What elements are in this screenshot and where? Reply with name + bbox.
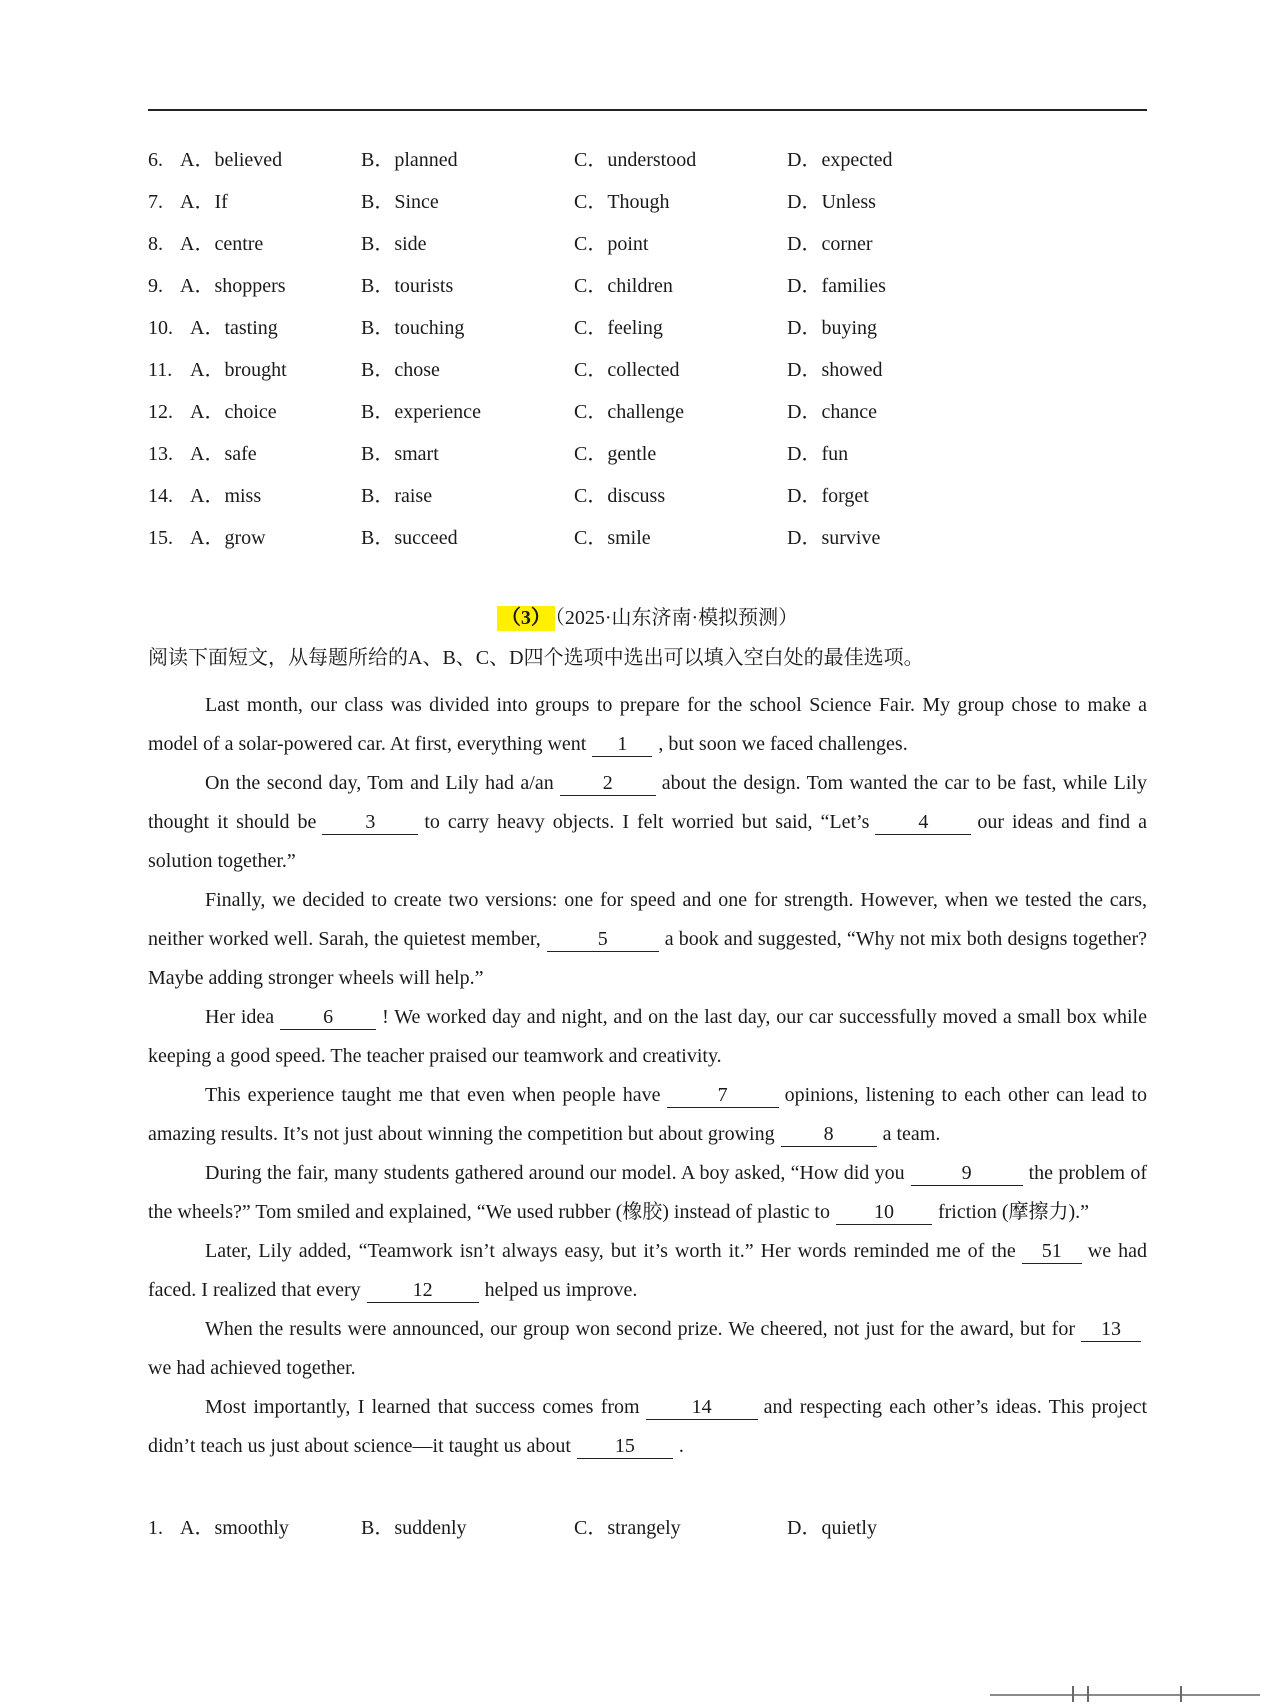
option-b: B．raise [361,485,433,507]
passage [148,686,1147,1466]
section-number: （3） [497,606,555,631]
option-c: C．feeling [574,317,663,339]
blank-7: 7 [667,1083,779,1108]
option-d: D．showed [787,359,883,381]
option-row-8 [148,230,1148,272]
blank-13: 13 [1081,1317,1141,1342]
instruction-text: 阅读下面短文，从每题所给的A、B、C、D四个选项中选出可以填入空白处的最佳选项。 [148,647,924,669]
paragraph-5 [148,1076,1147,1154]
passage-text: This experience taught me that even when people have [205,1084,661,1106]
option-row-7 [148,188,1148,230]
question-number: 14. [148,485,173,507]
option-row-13 [148,440,1148,482]
paragraph-2 [148,764,1147,881]
option-d: D．expected [787,149,893,171]
option-c: C．smile [574,527,651,549]
option-row-12 [148,398,1148,440]
question-number: 6. [148,149,163,171]
option-c: C．discuss [574,485,666,507]
scroll-tick-icon [1087,1686,1089,1702]
passage-text: a team. [882,1123,941,1145]
option-c: C．collected [574,359,680,381]
question-number: 1. [148,1517,163,1539]
passage-text: helped us improve. [484,1279,638,1301]
option-c: C．Though [574,191,670,213]
option-c: C．gentle [574,443,657,465]
paragraph-9 [148,1388,1147,1466]
option-d: D．survive [787,527,881,549]
option-b: B．succeed [361,527,458,549]
passage-text: , but soon we faced challenges. [658,733,908,755]
question-number: 13. [148,443,173,465]
blank-6: 6 [280,1005,376,1030]
option-row-10 [148,314,1148,356]
option-a: A．choice [190,401,277,423]
paragraph-3 [148,881,1147,998]
header-rule [148,109,1147,111]
option-c: C．point [574,233,649,255]
option-a: A．tasting [190,317,278,339]
paragraph-8 [148,1310,1147,1388]
option-row-14 [148,482,1148,524]
option-b: B．planned [361,149,458,171]
blank-4: 4 [875,810,971,835]
paragraph-4 [148,998,1147,1076]
blank-8: 8 [781,1122,877,1147]
passage-text: and respecting each other’s ideas. This project didn’t teach us just about science—it taught us about [148,1396,1148,1457]
blank-15: 15 [577,1434,673,1459]
option-row-1 [148,1514,1148,1544]
option-d: D．chance [787,401,877,423]
blank-10: 10 [836,1200,932,1225]
blank-3: 3 [322,810,418,835]
passage-text: a book and suggested, “Why not mix both designs together? Maybe adding stronger wheels will help.” [148,928,1147,989]
passage-text: Later, Lily added, “Teamwork isn’t always easy, but it’s worth it.” Her words reminded me of the [205,1240,1016,1262]
passage-text: On the second day, Tom and Lily had a/an [205,772,554,794]
question-number: 11. [148,359,173,381]
passage-text: Last month, our class was divided into groups to prepare for the school Science Fair. My group chose to make a model of a solar-powered car. At first, everything went [148,694,1147,755]
option-a: A．miss [190,485,262,507]
scroll-track [990,1694,1260,1696]
option-c: C．children [574,275,673,297]
passage-text: ! We worked day and night, and on the last day, our car successfully moved a small box while keeping a good speed. The teacher praised our teamwork and creativity. [148,1006,1147,1067]
option-a: A．shoppers [180,275,286,297]
option-d: D．families [787,275,886,297]
passage-text: During the fair, many students gathered around our model. A boy asked, “How did you [205,1162,905,1184]
section-source: （2025·山东济南·模拟预测） [554,607,799,629]
option-b: B．experience [361,401,481,423]
option-b: B．touching [361,317,465,339]
option-row-6 [148,146,1148,188]
option-a: A．believed [180,149,283,171]
passage-text: we had faced. I realized that every [148,1240,1148,1301]
blank-12: 12 [367,1278,479,1303]
blank-1: 1 [592,732,652,757]
paragraph-7 [148,1232,1147,1310]
option-b: B．chose [361,359,440,381]
option-row-15 [148,524,1148,566]
blank-9: 9 [911,1161,1023,1186]
paragraph-1 [148,686,1147,764]
passage-text: we had achieved together. [148,1357,356,1379]
option-a: A．smoothly [180,1517,289,1539]
paragraph-6 [148,1154,1147,1232]
option-b: B．side [361,233,427,255]
option-d: D．Unless [787,191,876,213]
section-heading [148,604,1147,632]
passage-text: the problem of the wheels?” Tom smiled and explained, “We used rubber (橡胶) instead of plastic to [148,1162,1147,1223]
passage-text: friction (摩擦力).” [937,1201,1090,1223]
passage-text: to carry heavy objects. I felt worried but said, “Let’s [424,811,870,833]
option-c: C．strangely [574,1517,681,1539]
option-b: B．tourists [361,275,454,297]
passage-text: . [678,1435,684,1457]
option-d: D．fun [787,443,849,465]
option-d: D．buying [787,317,877,339]
scroll-tick-icon [1072,1686,1074,1702]
option-d: D．quietly [787,1517,877,1539]
passage-text: Her idea [205,1006,275,1028]
passage-text: Most importantly, I learned that success comes from [205,1396,640,1418]
option-row-11 [148,356,1148,398]
options-list [148,146,1148,566]
question-number: 9. [148,275,163,297]
blank-11: 51 [1022,1239,1082,1264]
blank-5: 5 [547,927,659,952]
option-b: B．suddenly [361,1517,467,1539]
option-d: D．corner [787,233,873,255]
option-a: A．brought [190,359,287,381]
passage-text: Finally, we decided to create two versions: one for speed and one for strength. However, when we tested the cars, neither worked well. Sarah, the quietest member, [148,889,1147,950]
option-b: B．smart [361,443,439,465]
question-number: 12. [148,401,173,423]
scroll-indicator[interactable] [990,1684,1260,1706]
question-number: 7. [148,191,163,213]
passage-text: opinions, listening to each other can lead to amazing results. It’s not just about winning the competition but about growing [148,1084,1147,1145]
passage-text: our ideas and find a solution together.” [148,811,1147,872]
option-c: C．understood [574,149,697,171]
question-number: 8. [148,233,163,255]
passage-text: When the results were announced, our group won second prize. We cheered, not just for the award, but for [205,1318,1075,1340]
option-b: B．Since [361,191,439,213]
passage-text: about the design. Tom wanted the car to be fast, while Lily thought it should be [148,772,1148,833]
option-a: A．If [180,191,228,213]
question-number: 10. [148,317,173,339]
option-d: D．forget [787,485,869,507]
question-number: 15. [148,527,173,549]
option-row-9 [148,272,1148,314]
blank-14: 14 [646,1395,758,1420]
option-a: A．centre [180,233,264,255]
option-a: A．safe [190,443,257,465]
scroll-tick-icon [1180,1686,1182,1702]
option-c: C．challenge [574,401,684,423]
blank-2: 2 [560,771,656,796]
option-a: A．grow [190,527,266,549]
